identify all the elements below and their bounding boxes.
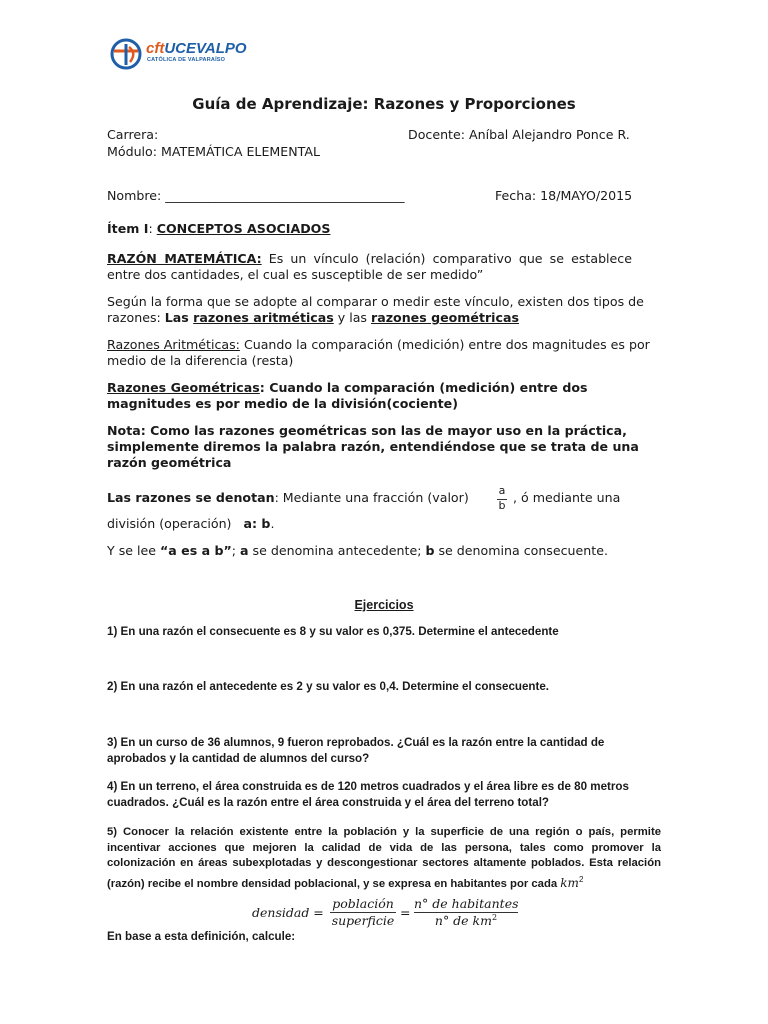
formula-numerator-2: n° de habitantes bbox=[414, 896, 519, 911]
exercise-2: 2) En una razón el antecedente es 2 y su valor es 0,4. Determine el consecuente. bbox=[107, 680, 550, 693]
logo-wordmark: cftUCEVALPO bbox=[146, 40, 247, 57]
geometricas-definition: Razones Geométricas: Cuando la comparación (medición) entre dos magnitudes es por medio de la división(cociente) bbox=[107, 380, 588, 411]
ejercicios-heading: Ejercicios bbox=[354, 598, 414, 612]
institution-logo bbox=[110, 38, 260, 72]
exercise-3-line-2: aprobados y la cantidad de alumnos del curso? bbox=[107, 752, 370, 765]
exercise-5: 5) Conocer la relación existente entre la población y la superficie de una región o país, permite incentivar acciones que mejoren la calidad de vida de las persona, tales como promover la colonización en áreas subexplotadas y descongestionar sectores altamente poblados. Esta relación (razón) recibe el nombre densidad poblacional, y se expresa en habitantes por cada $km^2$ bbox=[107, 826, 661, 890]
denotan-continuation: , ó mediante una bbox=[513, 490, 621, 505]
exercise-3-line-1: 3) En un curso de 36 alumnos, 9 fueron reprobados. ¿Cuál es la razón entre la cantidad de bbox=[107, 736, 605, 749]
formula-denominator-1: superficie bbox=[331, 913, 395, 928]
denotan-line-2: división (operación) a: b. bbox=[107, 516, 275, 531]
fraction-numerator: a bbox=[498, 484, 506, 497]
carrera-label: Carrera: bbox=[107, 127, 159, 142]
exercise-1: 1) En una razón el consecuente es 8 y su valor es 0,375. Determine el antecedente bbox=[107, 625, 559, 638]
logo-subtitle: CATÓLICA DE VALPARAÍSO bbox=[147, 57, 226, 63]
page-title: Guía de Aprendizaje: Razones y Proporciones bbox=[192, 95, 576, 113]
modulo-label: Módulo: MATEMÁTICA ELEMENTAL bbox=[107, 144, 320, 159]
exercise-4-line-2: cuadrados. ¿Cuál es la razón entre el área construida y el área del terreno total? bbox=[107, 796, 550, 809]
nota-paragraph: Nota: Como las razones geométricas son las de mayor uso en la práctica, simplemente diremos la palabra razón, entendiéndose que se trata de una razón geométrica bbox=[107, 423, 639, 470]
formula-numerator-1: población bbox=[332, 896, 394, 911]
tipos-paragraph: Según la forma que se adopte al comparar o medir este vínculo, existen dos tipos de razones: Las razones aritméticas y las razones geométricas bbox=[107, 294, 644, 325]
denotan-line: Las razones se denotan: Mediante una fracción (valor) bbox=[107, 490, 469, 505]
docente-label: Docente: Aníbal Alejandro Ponce R. bbox=[408, 127, 630, 142]
formula-equals: = bbox=[400, 905, 411, 920]
final-instruction: En base a esta definición, calcule: bbox=[107, 930, 296, 943]
item-heading: Ítem I: CONCEPTOS ASOCIADOS bbox=[107, 221, 331, 236]
logo-emblem-icon bbox=[110, 38, 144, 70]
fecha-label: Fecha: 18/MAYO/2015 bbox=[495, 188, 633, 203]
fraction-denominator: b bbox=[498, 499, 506, 512]
aritmeticas-definition: Razones Aritméticas: Cuando la comparación (medición) entre dos magnitudes es por medio de la diferencia (resta) bbox=[107, 337, 650, 368]
exercise-4-line-1: 4) En un terreno, el área construida es de 120 metros cuadrados y el área libre es de 80 metros bbox=[107, 780, 629, 793]
nombre-field: Nombre: ______________________________________ bbox=[107, 188, 405, 203]
lee-line: Y se lee “a es a b”; a se denomina antecedente; b se denomina consecuente. bbox=[107, 543, 608, 558]
razon-definition: RAZÓN MATEMÁTICA: Es un vínculo (relación) comparativo que se establece entre dos cantidades, el cual es susceptible de ser medido” bbox=[107, 251, 632, 282]
formula-denominator-2: n° de $km^2$ bbox=[434, 913, 498, 929]
formula-lhs: densidad = bbox=[252, 905, 324, 920]
